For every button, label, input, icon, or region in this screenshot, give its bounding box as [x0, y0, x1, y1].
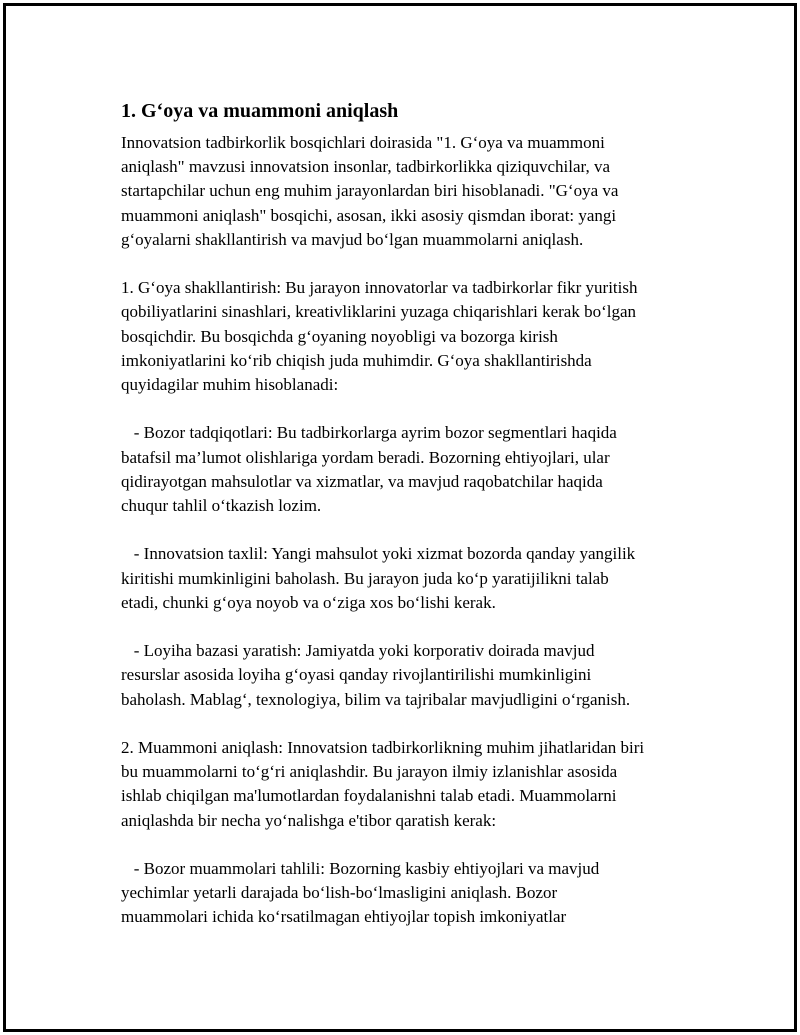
text-line: - Bozor muammolari tahlili: Bozorning kasbiy ehtiyojlari va mavjud: [121, 859, 600, 878]
text-line: bosqichdir. Bu bosqichda g‘oyaning noyobligi va bozorga kirish: [121, 326, 558, 346]
text-line: 2. Muammoni aniqlash: Innovatsion tadbirkorlikning muhim jihatlaridan biri: [121, 738, 645, 757]
text-line: qidirayotgan mahsulotlar va xizmatlar, va mavjud raqobatchilar haqida: [121, 471, 603, 491]
paragraph: [121, 276, 711, 397]
text-line: aniqlashda bir necha yo‘nalishga e'tibor qaratish kerak:: [121, 810, 497, 830]
paragraph: [121, 131, 711, 252]
text-line: chuqur tahlil o‘tkazish lozim.: [121, 496, 322, 516]
paragraph: [121, 421, 711, 518]
text-line: batafsil ma’lumot olishlariga yordam beradi. Bozorning ehtiyojlari, ular: [121, 447, 610, 467]
text-line: yechimlar yetarli darajada bo‘lish-bo‘lmasligini aniqlash. Bozor: [121, 883, 558, 903]
text-line: muammoni aniqlash" bosqichi, asosan, ikki asosiy qismdan iborat: yangi: [121, 205, 617, 225]
text-line: quyidagilar muhim hisoblanadi:: [121, 375, 339, 395]
text-line: muammolari ichida ko‘rsatilmagan ehtiyojlar topish imkoniyatlar: [121, 907, 567, 927]
section-heading: 1. G‘oya va muammoni aniqlash: [121, 100, 399, 122]
text-line: startapchilar uchun eng muhim jarayonlardan biri hisoblanadi. "G‘oya va: [121, 181, 619, 201]
paragraph: [121, 857, 711, 930]
text-line: Innovatsion tadbirkorlik bosqichlari doirasida "1. G‘oya va muammoni: [121, 133, 605, 152]
text-line: bu muammolarni to‘g‘ri aniqlashdir. Bu jarayon ilmiy izlanishlar asosida: [121, 762, 618, 782]
text-line: imkoniyatlarini ko‘rib chiqish juda muhimdir. G‘oya shakllantirishda: [121, 350, 592, 370]
text-line: aniqlash" mavzusi innovatsion insonlar, tadbirkorlikka qiziquvchilar, va: [121, 157, 611, 177]
text-line: kiritishi mumkinligini baholash. Bu jarayon juda ko‘p yaratijilikni talab: [121, 568, 609, 588]
text-line: - Innovatsion taxlil: Yangi mahsulot yoki xizmat bozorda qanday yangilik: [121, 544, 636, 564]
text-line: - Loyiha bazasi yaratish: Jamiyatda yoki korporativ doirada mavjud: [121, 641, 595, 661]
text-line: g‘oyalarni shakllantirish va mavjud bo‘lgan muammolarni aniqlash.: [121, 229, 584, 249]
text-line: ishlab chiqilgan ma'lumotlardan foydalanishni talab etadi. Muammolarni: [121, 786, 617, 806]
document-body: [121, 97, 711, 954]
text-line: 1. G‘oya shakllantirish: Bu jarayon innovatorlar va tadbirkorlar fikr yuritish: [121, 278, 638, 298]
text-line: qobiliyatlarini sinashlari, kreativliklarini yuzaga chiqarishlari kerak bo‘lgan: [121, 302, 637, 322]
paragraph: [121, 639, 711, 712]
text-line: resurslar asosida loyiha g‘oyasi qanday rivojlantirilishi mumkinligini: [121, 665, 592, 685]
text-line: - Bozor tadqiqotlari: Bu tadbirkorlarga ayrim bozor segmentlari haqida: [121, 423, 617, 443]
page-border: [3, 3, 797, 1032]
text-line: etadi, chunki g‘oya noyob va o‘ziga xos bo‘lishi kerak.: [121, 592, 496, 612]
paragraph: [121, 542, 711, 615]
text-line: baholash. Mablag‘, texnologiya, bilim va tajribalar mavjudligini o‘rganish.: [121, 689, 631, 709]
paragraph-list: [121, 131, 711, 930]
paragraph: [121, 736, 711, 833]
